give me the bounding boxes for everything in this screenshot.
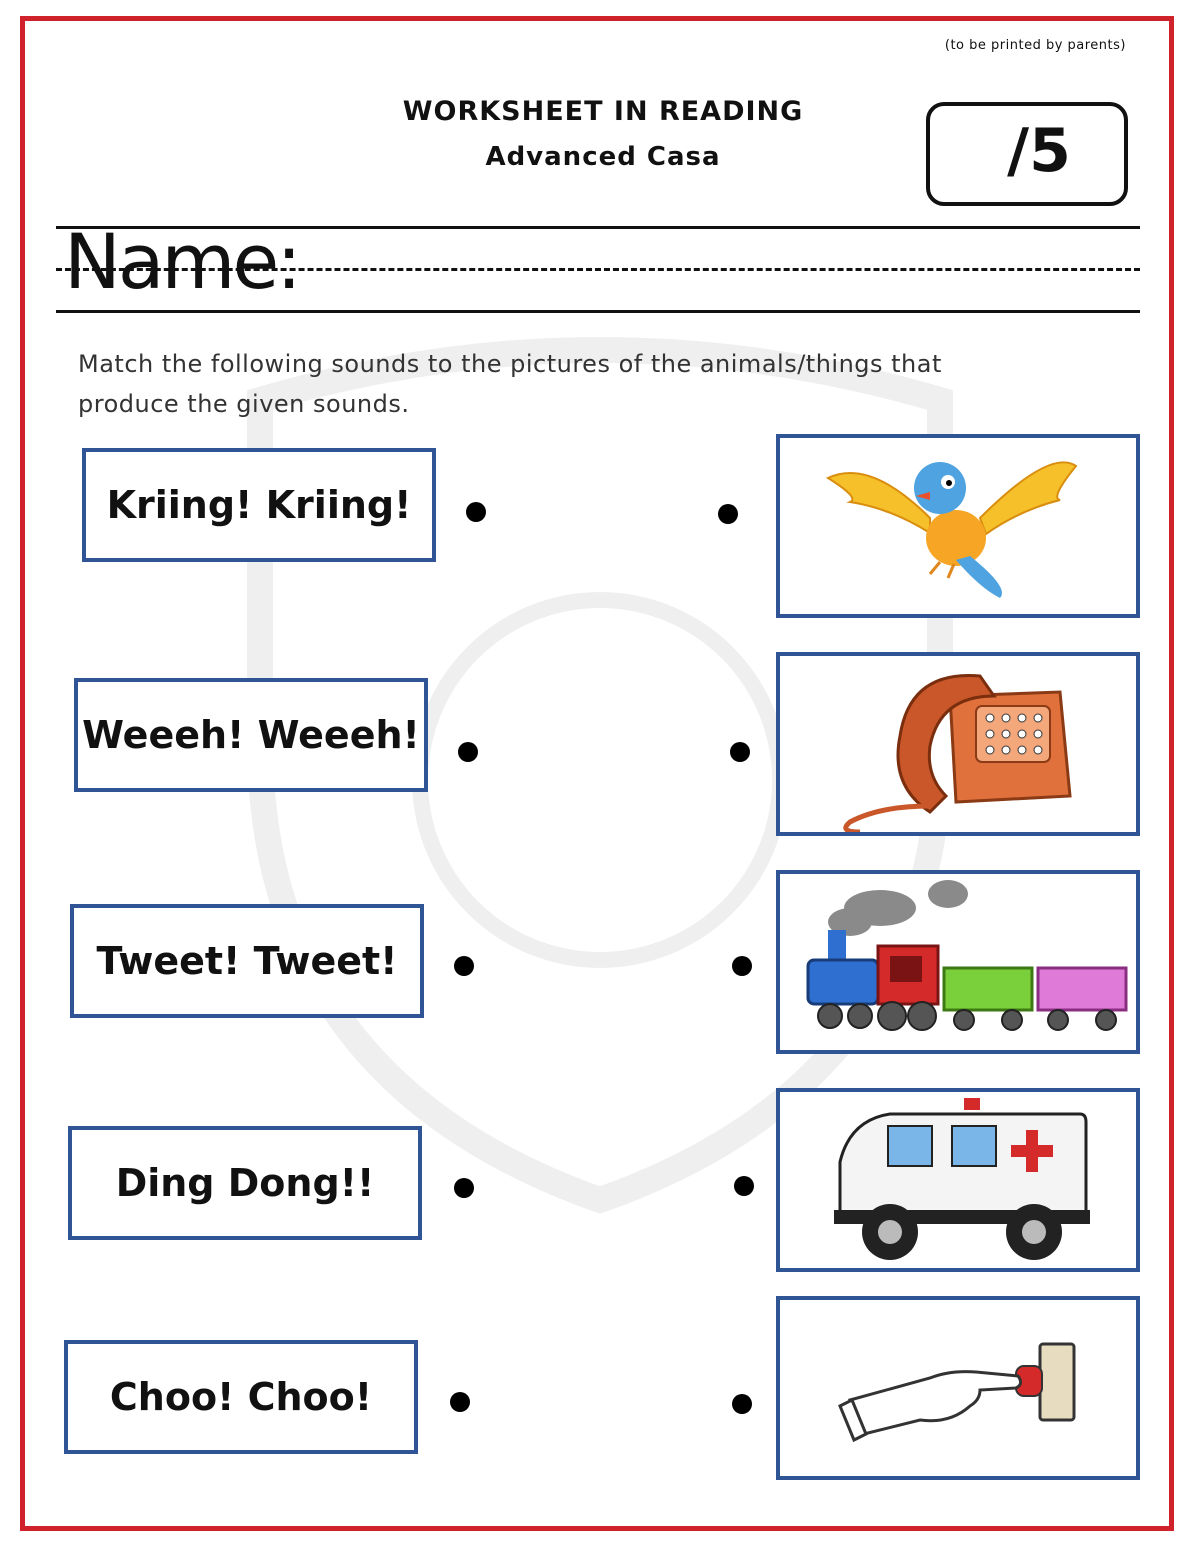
match-dot-left-2[interactable] [458, 742, 478, 762]
match-dot-left-4[interactable] [454, 1178, 474, 1198]
sound-box-5: Choo! Choo! [64, 1340, 418, 1454]
match-dot-right-5[interactable] [732, 1394, 752, 1414]
worksheet-title: WORKSHEET IN READING [402, 96, 804, 127]
match-dot-right-1[interactable] [718, 504, 738, 524]
picture-box-bird [776, 434, 1140, 618]
name-label: Name: [64, 217, 299, 306]
bird-icon [780, 438, 1136, 614]
sound-box-3: Tweet! Tweet! [70, 904, 424, 1018]
sound-box-1: Kriing! Kriing! [82, 448, 436, 562]
score-total: /5 [1007, 116, 1071, 186]
picture-box-telephone [776, 652, 1140, 836]
telephone-icon [780, 656, 1136, 832]
sound-box-4: Ding Dong!! [68, 1126, 422, 1240]
doorbell-icon [780, 1300, 1136, 1476]
sound-box-2: Weeeh! Weeeh! [74, 678, 428, 792]
match-dot-left-5[interactable] [450, 1392, 470, 1412]
match-dot-left-1[interactable] [466, 502, 486, 522]
match-dot-right-4[interactable] [734, 1176, 754, 1196]
picture-box-ambulance [776, 1088, 1140, 1272]
worksheet-subtitle: Advanced Casa [485, 142, 721, 172]
match-dot-right-2[interactable] [730, 742, 750, 762]
picture-box-train [776, 870, 1140, 1054]
ambulance-icon [780, 1092, 1136, 1268]
score-box [926, 102, 1128, 206]
instructions: Match the following sounds to the pictures of the animals/things that produce the given sounds. [78, 350, 942, 418]
match-dot-left-3[interactable] [454, 956, 474, 976]
match-dot-right-3[interactable] [732, 956, 752, 976]
picture-box-doorbell [776, 1296, 1140, 1480]
train-icon [780, 874, 1136, 1050]
print-note: (to be printed by parents) [944, 38, 1126, 53]
